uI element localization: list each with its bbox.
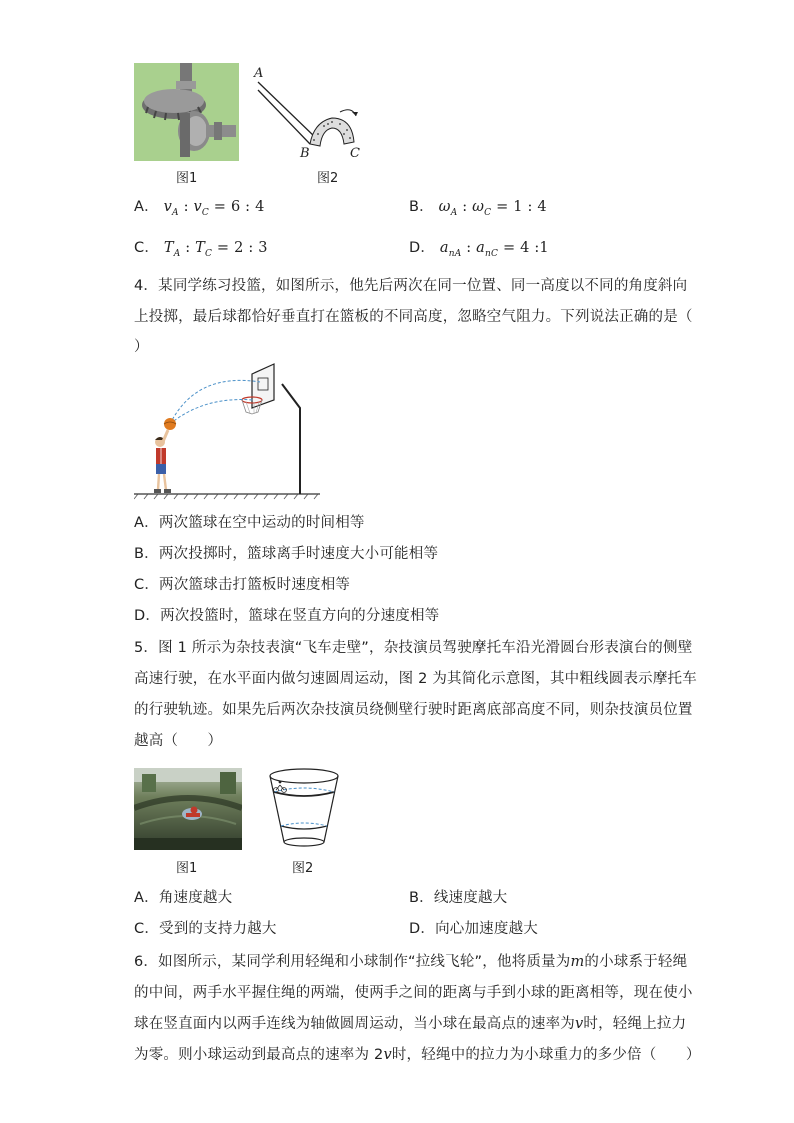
q4-stem-line-3: ） <box>134 339 149 355</box>
q3-option-d: D． $a_{nA}$ : $a_{nC} = 4$ :1 <box>409 240 549 259</box>
q6-stem-line-2: 的中间，两手水平握住绳的两端，使两手之间的距离与手到小球的距离相等，现在使小 <box>134 985 693 1001</box>
q4-option-b: B．两次投掷时，篮球离手时速度大小可能相等 <box>134 546 439 562</box>
q5-stem-line-1: 5．图 1 所示为杂技表演“飞车走壁”，杂技演员驾驶摩托车沿光滑圆台形表演台的侧壁 <box>134 640 693 656</box>
label-c: C <box>350 146 360 161</box>
q3-option-c: C． $T_A$ : $T_C = 2$ : 3 <box>134 240 268 259</box>
q5-option-a: A．角速度越大 <box>134 890 233 906</box>
q5-fig1-caption: 图1 <box>176 861 198 876</box>
q4-option-d: D．两次投篮时，篮球在竖直方向的分速度相等 <box>134 608 440 624</box>
q5-option-b: B．线速度越大 <box>409 890 508 906</box>
q4-option-a: A．两次篮球在空中运动的时间相等 <box>134 515 365 531</box>
basketball-diagram <box>134 360 324 500</box>
cone-stage-diagram <box>262 766 346 850</box>
q4-stem-line-2: 上投掷，最后球都恰好垂直打在篮板的不同高度，忽略空气阻力。下列说法正确的是（ <box>134 309 693 325</box>
wall-ride-photo <box>134 768 242 850</box>
q4-stem-line-1: 4．某同学练习投篮，如图所示，他先后两次在同一位置、同一高度以不同的角度斜向 <box>134 278 688 294</box>
q4-option-c: C．两次篮球击打篮板时速度相等 <box>134 577 351 593</box>
q6-stem-line-3: 球在竖直面内以两手连线为轴做圆周运动，当小球在最高点的速率为v时，轻绳上拉力 <box>134 1016 687 1032</box>
bent-rod-diagram <box>252 62 362 162</box>
q5-stem-line-3: 的行驶轨迹。如果先后两次杂技演员绕侧壁行驶时距离底部高度不同，则杂技演员位置 <box>134 702 693 718</box>
fig1-caption-top: 图1 <box>176 171 198 186</box>
q6-stem-line-4: 为零。则小球运动到最高点的速率为 2v时，轻绳中的拉力为小球重力的多少倍（ ） <box>134 1047 701 1063</box>
q5-stem-line-2: 高速行驶，在水平面内做匀速圆周运动，图 2 为其简化示意图，其中粗线圆表示摩托车 <box>134 671 697 687</box>
q5-stem-line-4: 越高（ ） <box>134 733 223 749</box>
q5-fig2-caption: 图2 <box>292 861 314 876</box>
q3-option-a: A． $v_A$ : $v_C = 6$ : 4 <box>134 199 265 218</box>
q5-option-c: C．受到的支持力越大 <box>134 921 277 937</box>
q6-stem-line-1: 6．如图所示，某同学利用轻绳和小球制作“拉线飞轮”，他将质量为m的小球系于轻绳 <box>134 954 688 970</box>
fig2-caption-top: 图2 <box>317 171 339 186</box>
q5-option-d: D．向心加速度越大 <box>409 921 538 937</box>
label-b: B <box>300 146 310 161</box>
q3-option-b: B． $\omega_A$ : $\omega_C = 1$ : 4 <box>409 199 547 218</box>
label-a: A <box>254 66 264 81</box>
gear-photo <box>134 63 239 161</box>
